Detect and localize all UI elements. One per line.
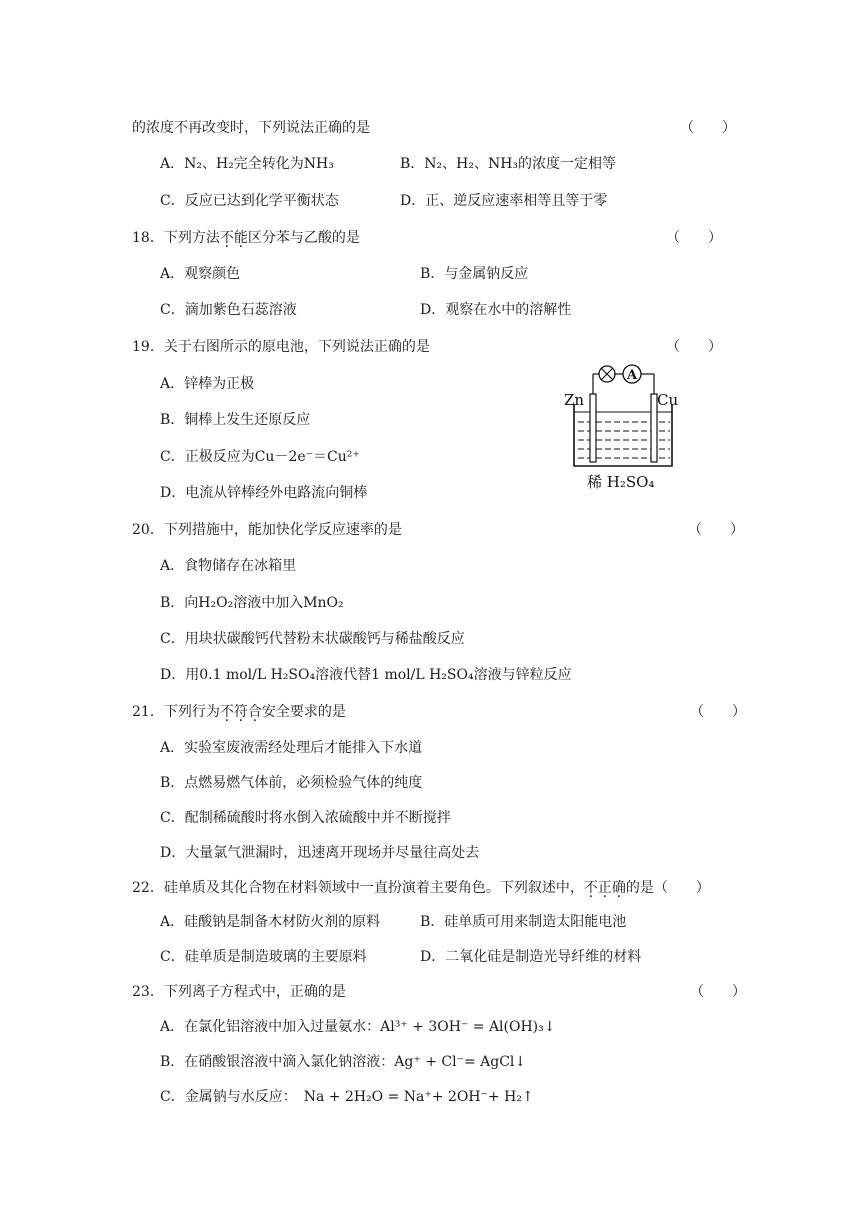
- zinc-electrode: [590, 394, 596, 462]
- q19-answer-bracket: （ ）: [666, 339, 722, 355]
- q20-option-b: B．向H₂O₂溶液中加入MnO₂: [160, 595, 344, 611]
- q19-option-d: D．电流从锌棒经外电路流向铜棒: [160, 485, 368, 501]
- emphasis-char: 不: [219, 704, 234, 720]
- q22-option-d: D．二氧化硅是制造光导纤维的材料: [420, 949, 642, 965]
- electrolyte-label: 稀 H₂SO₄: [587, 473, 655, 491]
- q18-option-d: D．观察在水中的溶解性: [420, 302, 572, 318]
- emphasis-char: 不: [583, 880, 598, 896]
- emphasis-char: 能: [233, 230, 248, 246]
- q17-option-b: B．N₂、H₂、NH₃的浓度一定相等: [400, 156, 617, 172]
- q21-option-a: A．实验室废液需经处理后才能排入下水道: [160, 740, 423, 756]
- q20-option-d: D．用0.1 mol/L H₂SO₄溶液代替1 mol/L H₂SO₄溶液与锌粒反应: [160, 667, 572, 683]
- q18-option-b: B．与金属钠反应: [420, 266, 529, 282]
- q22-option-a: A．硅酸钠是制备木材防火剂的原料: [160, 914, 381, 930]
- q18-option-c: C．滴加紫色石蕊溶液: [160, 302, 297, 318]
- q21-stem: 21．下列行为不符合安全要求的是: [132, 704, 346, 720]
- q17-answer-bracket: （ ）: [680, 120, 736, 136]
- galvanic-cell-figure: [560, 362, 690, 494]
- ammeter-icon: [623, 365, 641, 383]
- q18-stem: 18．下列方法不能区分苯与乙酸的是: [132, 230, 360, 246]
- q22-stem: 22．硅单质及其化合物在材料领域中一直扮演着主要角色。下列叙述中，不正确的是（ ）: [132, 880, 710, 896]
- q20-option-a: A．食物储存在冰箱里: [160, 558, 297, 574]
- q17-option-d: D．正、逆反应速率相等且等于零: [400, 193, 608, 209]
- emphasis-char: 不: [219, 230, 234, 246]
- q21-answer-bracket: （ ）: [690, 704, 746, 720]
- q21-option-d: D．大量氯气泄漏时，迅速离开现场并尽量往高处去: [160, 845, 480, 861]
- q18-answer-bracket: （ ）: [666, 230, 722, 246]
- q21-option-b: B．点燃易燃气体前，必须检验气体的纯度: [160, 775, 423, 791]
- q23-option-c: C．金属钠与水反应： Na + 2H₂O = Na⁺+ 2OH⁻+ H₂↑: [160, 1089, 534, 1105]
- lamp-icon: [599, 366, 615, 382]
- q21-option-c: C．配制稀硫酸时将水倒入浓硫酸中并不断搅拌: [160, 810, 451, 826]
- emphasis-char: 合: [247, 704, 262, 720]
- q19-option-c: C．正极反应为Cu－2e⁻＝Cu²⁺: [160, 449, 360, 465]
- q20-option-c: C．用块状碳酸钙代替粉末状碳酸钙与稀盐酸反应: [160, 631, 465, 647]
- emphasis-char: 确: [611, 880, 626, 896]
- q17-option-c: C．反应已达到化学平衡状态: [160, 193, 339, 209]
- q20-answer-bracket: （ ）: [688, 522, 744, 538]
- zinc-label: Zn: [564, 391, 585, 409]
- emphasis-char: 符: [233, 704, 248, 720]
- q19-option-a: A．锌棒为正极: [160, 376, 255, 392]
- q22-option-b: B．硅单质可用来制造太阳能电池: [420, 914, 627, 930]
- q19-stem: 19．关于右图所示的原电池，下列说法正确的是: [132, 339, 430, 355]
- q17-option-a: A．N₂、H₂完全转化为NH₃: [160, 156, 334, 172]
- q22-option-c: C．硅单质是制造玻璃的主要原料: [160, 949, 367, 965]
- ammeter-label: A: [626, 368, 638, 383]
- q17-stem: 的浓度不再改变时，下列说法正确的是: [132, 120, 370, 136]
- copper-label: Cu: [657, 391, 679, 409]
- q20-stem: 20．下列措施中，能加快化学反应速率的是: [132, 522, 402, 538]
- q19-option-b: B．铜棒上发生还原反应: [160, 412, 311, 428]
- emphasis-char: 正: [597, 880, 612, 896]
- q23-answer-bracket: （ ）: [690, 984, 746, 1000]
- q23-stem: 23．下列离子方程式中，正确的是: [132, 984, 346, 1000]
- q18-option-a: A．观察颜色: [160, 266, 241, 282]
- q23-option-b: B．在硝酸银溶液中滴入氯化钠溶液：Ag⁺ + Cl⁻= AgCl↓: [160, 1054, 527, 1070]
- q23-option-a: A．在氯化铝溶液中加入过量氨水：Al³⁺ + 3OH⁻ = Al(OH)₃↓: [160, 1019, 556, 1035]
